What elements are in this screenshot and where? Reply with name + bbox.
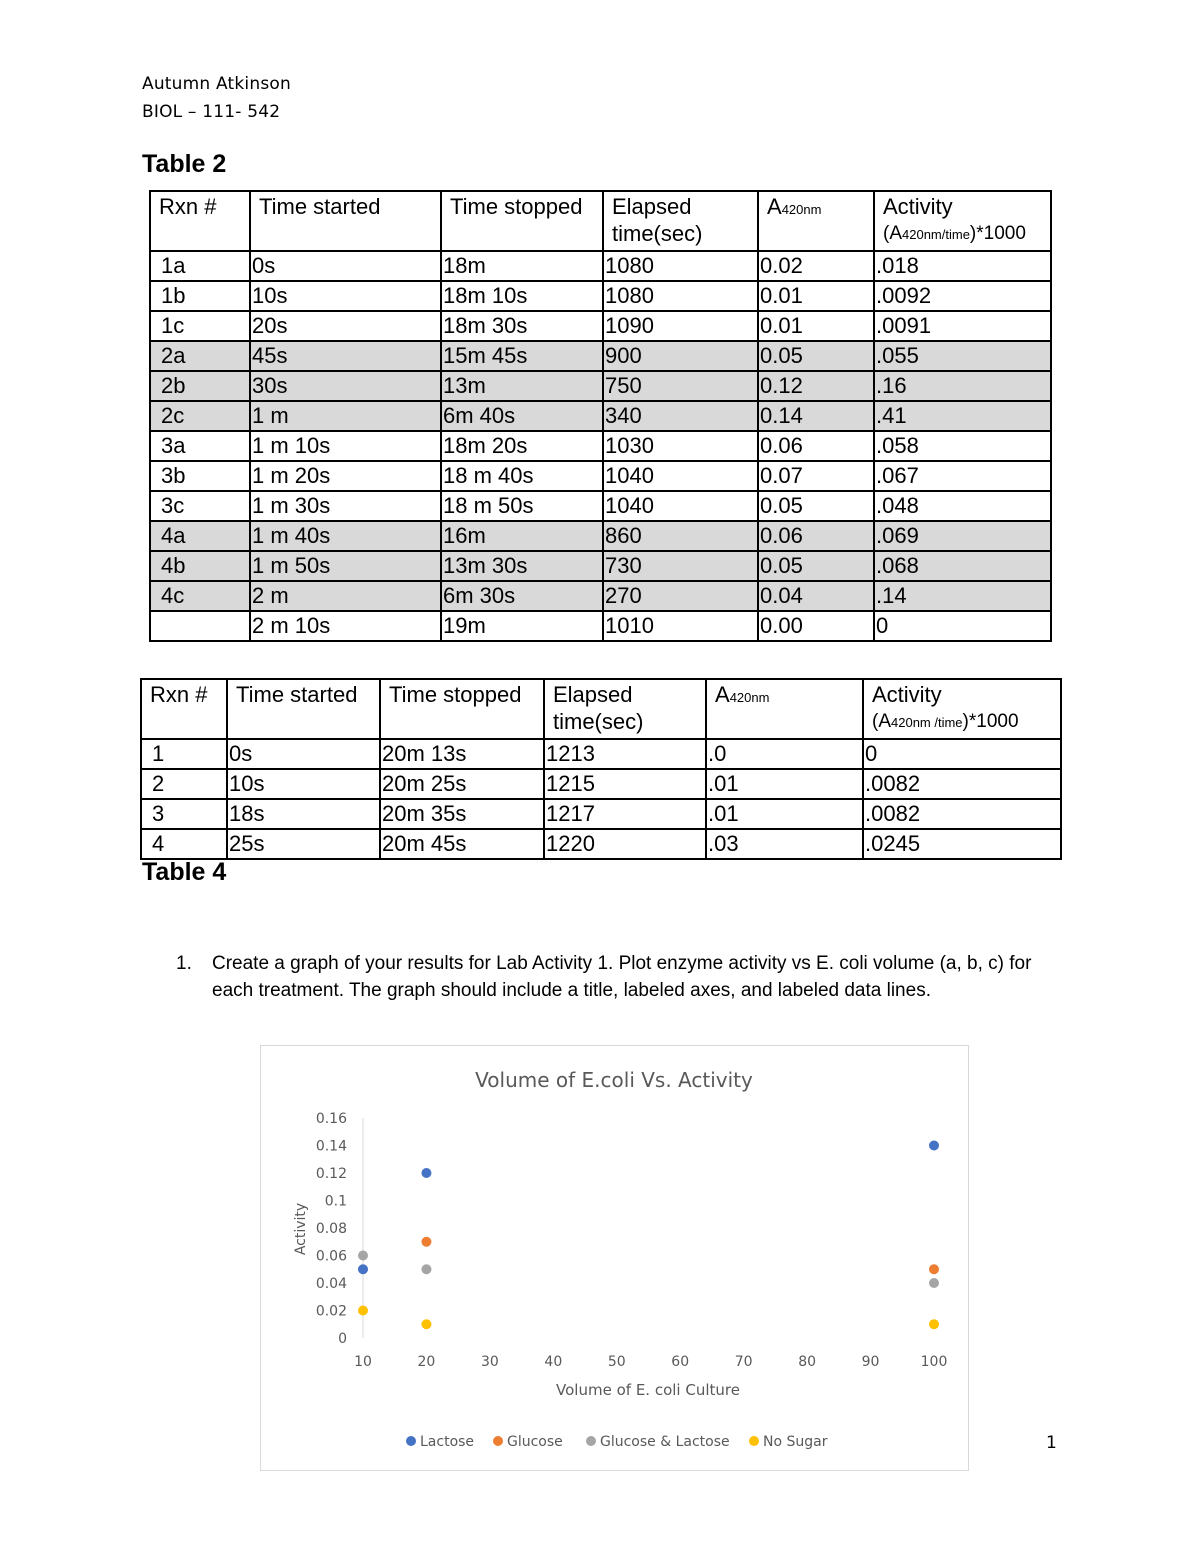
table2-cell-time-stopped: 18 m 40s [441,461,603,491]
table2-cell-time-stopped: 18 m 50s [441,491,603,521]
table2-cell-absorbance: 0.12 [758,371,874,401]
data-point-lactose [929,1141,939,1151]
data-point-lactose [358,1264,368,1274]
table4-cell-time-stopped: 20m 25s [380,769,544,799]
data-points [358,1141,939,1330]
data-point-no-sugar [421,1319,431,1329]
x-tick-labels [354,1354,947,1370]
y-tick-label: 0.08 [315,1221,347,1237]
activity-formula-close: )*1000 [969,223,1026,244]
table2-cell-activity: .018 [874,251,1051,281]
table2-header-row [150,191,1051,251]
table2-cell-time-stopped: 18m [441,251,603,281]
table4-caption: Table 4 [142,858,227,886]
table2-cell-rxn: 2c [150,401,250,431]
table2-cell-absorbance: 0.01 [758,311,874,341]
absorbance-symbol: A [767,194,782,219]
table2-row [150,251,1051,281]
table2-cell-rxn: 3a [150,431,250,461]
table2-cell-time-stopped: 18m 10s [441,281,603,311]
table2-row [150,581,1051,611]
table2-header-rxn: Rxn # [150,191,250,251]
table4-header-elapsed: Elapsed time(sec) [544,679,706,739]
table2-cell-elapsed: 1090 [603,311,758,341]
table2-cell-elapsed: 270 [603,581,758,611]
table2-cell-time-started: 1 m 10s [250,431,441,461]
table4-cell-elapsed: 1217 [544,799,706,829]
activity-formula-open: (A [872,711,891,732]
activity-formula-sub: 420nm /time [891,715,963,730]
table2-cell-rxn: 4b [150,551,250,581]
table4-header-activity [863,679,1061,739]
chart-legend [406,1434,828,1450]
table2-cell-rxn: 1c [150,311,250,341]
table2-header-absorbance [758,191,874,251]
x-axis-label: Volume of E. coli Culture [556,1381,740,1399]
table4-cell-time-started: 25s [227,829,380,859]
table2-cell-time-started: 2 m [250,581,441,611]
x-tick-label: 70 [734,1354,753,1370]
author-name: Autumn Atkinson [142,74,291,94]
legend-label: Glucose & Lactose [600,1434,730,1450]
table4-header-row [141,679,1061,739]
table2-cell-time-started: 1 m 20s [250,461,441,491]
table2-cell-activity: 0 [874,611,1051,641]
x-tick-label: 20 [417,1354,436,1370]
table2-cell-time-stopped: 6m 40s [441,401,603,431]
table4-cell-activity: .0082 [863,799,1061,829]
table4-header-rxn: Rxn # [141,679,227,739]
table2-cell-time-started: 1 m 50s [250,551,441,581]
data-point-no-sugar [929,1319,939,1329]
table4-row [141,769,1061,799]
table2-row [150,401,1051,431]
table4-cell-activity: .0245 [863,829,1061,859]
table2-cell-activity: .0092 [874,281,1051,311]
data-point-glucose-lactose [929,1278,939,1288]
table2-cell-absorbance: 0.00 [758,611,874,641]
table2-cell-time-started: 45s [250,341,441,371]
table4-row [141,739,1061,769]
x-tick-label: 40 [544,1354,563,1370]
y-tick-labels [316,1111,347,1347]
activity-label: Activity [883,194,953,219]
legend-marker [493,1436,503,1446]
table2-cell-elapsed: 1030 [603,431,758,461]
y-tick-label: 0.12 [315,1166,347,1182]
x-tick-label: 10 [354,1354,372,1370]
x-tick-label: 100 [920,1354,948,1370]
table2-cell-time-stopped: 18m 20s [441,431,603,461]
table4-cell-rxn: 4 [141,829,227,859]
table2-cell-time-stopped: 19m [441,611,603,641]
table4-cell-absorbance: .01 [706,799,863,829]
data-point-glucose-lactose [358,1251,368,1261]
table2-cell-time-stopped: 18m 30s [441,311,603,341]
table4-header-time-started: Time started [227,679,380,739]
table2-cell-time-stopped: 13m [441,371,603,401]
activity-formula-sub: 420nm/time [902,227,970,242]
table4-cell-time-stopped: 20m 45s [380,829,544,859]
y-tick-label: 0.06 [315,1248,347,1265]
table2-cell-absorbance: 0.06 [758,431,874,461]
absorbance-subscript: 420nm [781,202,822,217]
table4-cell-elapsed: 1213 [544,739,706,769]
table2-cell-elapsed: 1010 [603,611,758,641]
table2-cell-time-stopped: 6m 30s [441,581,603,611]
y-tick-label: 0.04 [315,1276,347,1292]
activity-formula-close: )*1000 [962,711,1019,732]
table4-cell-absorbance: .0 [706,739,863,769]
table2-cell-rxn: 1b [150,281,250,311]
table4-cell-elapsed: 1220 [544,829,706,859]
table2-cell-elapsed: 1040 [603,461,758,491]
chart-title: Volume of E.coli Vs. Activity [475,1068,753,1092]
table4-cell-absorbance: .03 [706,829,863,859]
table2-row [150,461,1051,491]
table4-cell-time-started: 10s [227,769,380,799]
y-axis-label: Activity [293,1202,309,1256]
x-tick-label: 90 [861,1354,880,1370]
table2-cell-rxn [150,611,250,641]
table4-cell-absorbance: .01 [706,769,863,799]
table2-cell-time-started: 10s [250,281,441,311]
table2-cell-time-stopped: 15m 45s [441,341,603,371]
x-tick-label: 60 [671,1354,690,1370]
legend-label: No Sugar [763,1434,828,1450]
table2-cell-activity: .048 [874,491,1051,521]
y-tick-label: 0 [338,1331,347,1347]
legend-label: Glucose [507,1434,563,1450]
table2-cell-activity: .0091 [874,311,1051,341]
table2-row [150,491,1051,521]
table2-row [150,341,1051,371]
table2-row [150,611,1051,641]
activity-formula-open: (A [883,223,902,244]
page-number: 1 [1046,1433,1057,1453]
x-tick-label: 80 [798,1354,817,1370]
legend-label: Lactose [420,1434,475,1450]
table2-cell-time-started: 20s [250,311,441,341]
table2-cell-time-started: 30s [250,371,441,401]
y-tick-label: 0.02 [315,1303,347,1320]
table2-cell-activity: .41 [874,401,1051,431]
table2-cell-absorbance: 0.05 [758,341,874,371]
absorbance-symbol: A [715,682,730,707]
table4-cell-rxn: 2 [141,769,227,799]
table2-cell-elapsed: 1040 [603,491,758,521]
table4-cell-elapsed: 1215 [544,769,706,799]
table2-cell-elapsed: 900 [603,341,758,371]
table2-cell-elapsed: 730 [603,551,758,581]
table4-cell-activity: .0082 [863,769,1061,799]
table4-row [141,829,1061,859]
table2-cell-activity: .068 [874,551,1051,581]
table2-cell-rxn: 4a [150,521,250,551]
table2 [149,190,1052,642]
table2-header-activity [874,191,1051,251]
y-tick-label: 0.14 [315,1138,347,1155]
table2-cell-activity: .14 [874,581,1051,611]
table2-cell-absorbance: 0.05 [758,491,874,521]
question-text: Create a graph of your results for Lab Activity 1. Plot enzyme activity vs E. coli volume (a, b, c) for each treatment. The graph should include a title, labeled axes, and labeled data lines. [212,953,1032,1001]
table4-cell-time-started: 18s [227,799,380,829]
table2-cell-rxn: 2b [150,371,250,401]
data-point-glucose [929,1264,939,1274]
table2-row [150,431,1051,461]
table4-cell-time-stopped: 20m 35s [380,799,544,829]
table2-header-time-stopped: Time stopped [441,191,603,251]
table2-cell-absorbance: 0.06 [758,521,874,551]
table4-cell-time-stopped: 20m 13s [380,739,544,769]
table2-cell-absorbance: 0.01 [758,281,874,311]
table4-row [141,799,1061,829]
activity-label: Activity [872,682,942,707]
activity-chart [260,1045,969,1471]
x-tick-label: 50 [607,1354,626,1370]
table2-cell-elapsed: 340 [603,401,758,431]
table4-cell-rxn: 3 [141,799,227,829]
table2-cell-activity: .055 [874,341,1051,371]
table2-cell-rxn: 3c [150,491,250,521]
chart-svg [261,1046,968,1470]
table2-row [150,521,1051,551]
legend-marker [749,1436,759,1446]
table2-cell-activity: .067 [874,461,1051,491]
table2-cell-activity: .069 [874,521,1051,551]
table2-cell-rxn: 4c [150,581,250,611]
table2-cell-absorbance: 0.14 [758,401,874,431]
table2-header-elapsed: Elapsed time(sec) [603,191,758,251]
absorbance-subscript: 420nm [729,690,770,705]
table2-row [150,551,1051,581]
table2-cell-absorbance: 0.04 [758,581,874,611]
table2-caption: Table 2 [142,150,227,178]
data-point-lactose [421,1168,431,1178]
table2-cell-time-stopped: 16m [441,521,603,551]
data-point-glucose [421,1237,431,1247]
table2-header-time-started: Time started [250,191,441,251]
table2-row [150,311,1051,341]
y-tick-label: 0.1 [324,1193,347,1210]
table2-cell-absorbance: 0.07 [758,461,874,491]
table2-cell-rxn: 3b [150,461,250,491]
table4-header-time-stopped: Time stopped [380,679,544,739]
table2-cell-time-started: 1 m 30s [250,491,441,521]
y-tick-label: 0.16 [315,1111,347,1127]
legend-marker [586,1436,596,1446]
table2-row [150,371,1051,401]
table2-cell-time-started: 1 m [250,401,441,431]
table2-cell-elapsed: 1080 [603,281,758,311]
table4-cell-rxn: 1 [141,739,227,769]
table2-cell-rxn: 2a [150,341,250,371]
data-point-no-sugar [358,1306,368,1316]
table2-cell-absorbance: 0.05 [758,551,874,581]
table4-header-absorbance [706,679,863,739]
table2-cell-activity: .058 [874,431,1051,461]
table2-cell-absorbance: 0.02 [758,251,874,281]
table2-cell-elapsed: 1080 [603,251,758,281]
table4-cell-time-started: 0s [227,739,380,769]
table2-cell-elapsed: 860 [603,521,758,551]
question-number: 1. [176,953,192,974]
table2-row [150,281,1051,311]
data-point-glucose-lactose [421,1264,431,1274]
table2-cell-time-started: 2 m 10s [250,611,441,641]
x-tick-label: 30 [480,1354,499,1370]
legend-marker [406,1436,416,1446]
table4 [140,678,1062,860]
course-code: BIOL – 111- 542 [142,102,281,122]
table2-cell-time-stopped: 13m 30s [441,551,603,581]
table2-cell-rxn: 1a [150,251,250,281]
table2-cell-time-started: 0s [250,251,441,281]
table2-cell-time-started: 1 m 40s [250,521,441,551]
table4-cell-activity: 0 [863,739,1061,769]
table2-cell-activity: .16 [874,371,1051,401]
table2-cell-elapsed: 750 [603,371,758,401]
